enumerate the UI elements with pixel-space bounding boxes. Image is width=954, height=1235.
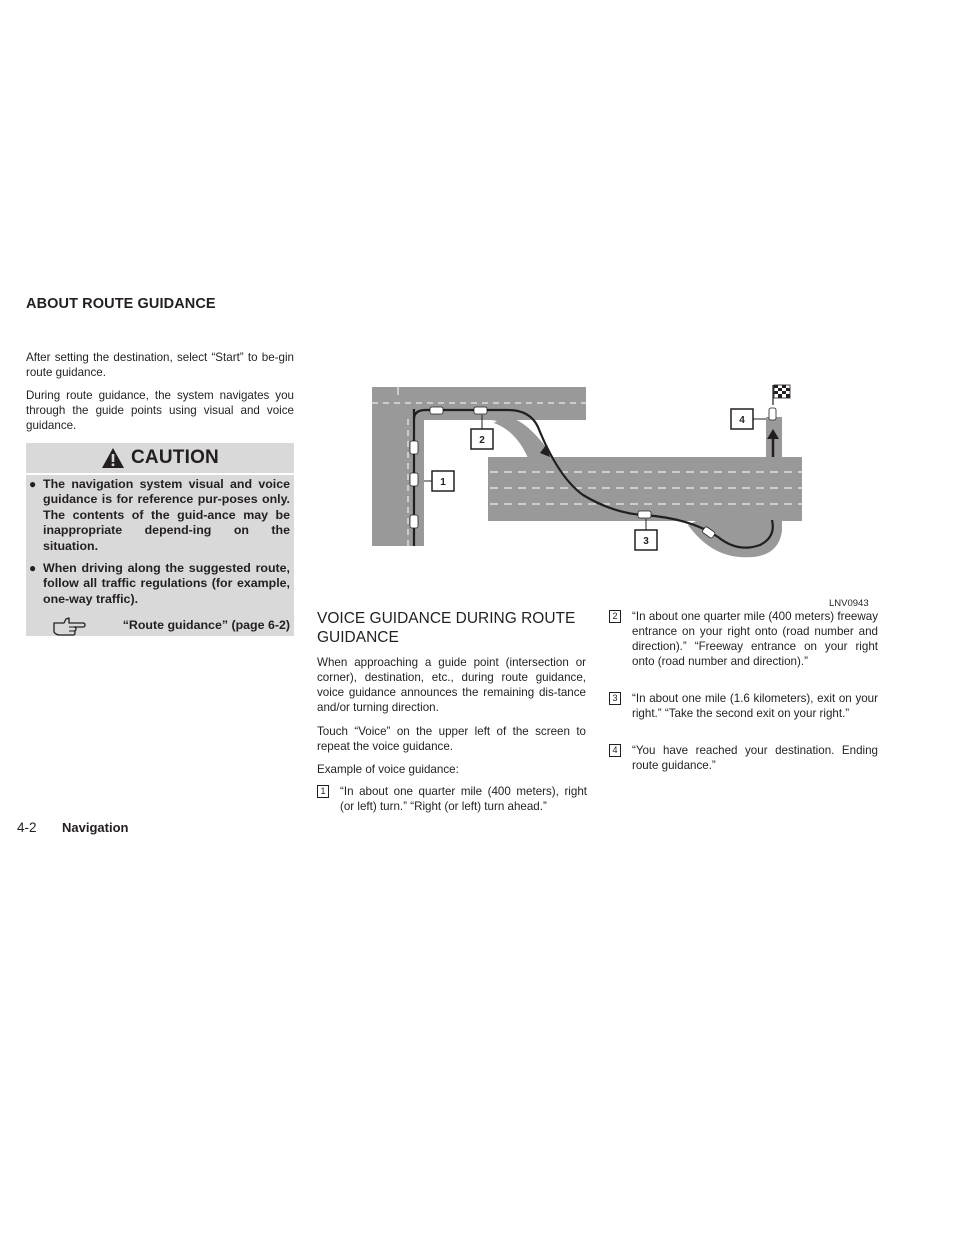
voice-paragraph-2: Touch “Voice” on the upper left of the screen to repeat the voice guidance. bbox=[317, 725, 586, 753]
caution-item-text: The navigation system visual and voice guidance is for reference pur-poses only. The contents of the guid-ance may be inappropriate depend-ing on the situation. bbox=[43, 477, 290, 553]
car-icon bbox=[474, 407, 487, 414]
example-text: “In about one mile (1.6 kilometers), exit on your right.” “Take the second exit on your right.” bbox=[632, 692, 878, 720]
marker-3-label: 3 bbox=[643, 536, 649, 547]
caution-item bbox=[29, 561, 290, 607]
voice-example-4 bbox=[609, 743, 878, 775]
voice-paragraph-1: When approaching a guide point (intersection or corner), destination, etc., during route guidance, voice guidance announces the remaining dis-tance and/or turning direction. bbox=[317, 656, 586, 714]
figure-code: LNV0943 bbox=[829, 598, 869, 609]
bullet: ● bbox=[29, 561, 37, 575]
car-icon bbox=[769, 408, 776, 420]
car-icon bbox=[410, 441, 418, 454]
pointing-hand-icon bbox=[52, 615, 86, 637]
footer-section-name: Navigation bbox=[62, 820, 129, 835]
example-number-box: 1 bbox=[317, 785, 329, 798]
caution-item-text: When driving along the suggested route, follow all traffic regulations (for example, one-way traffic). bbox=[43, 561, 290, 606]
caution-item bbox=[29, 477, 290, 554]
marker-2 bbox=[471, 415, 493, 449]
marker-4 bbox=[731, 409, 766, 429]
page-number: 4-2 bbox=[17, 820, 37, 835]
example-text: “In about one quarter mile (400 meters), right (or left) turn.” “Right (or left) turn ahead.” bbox=[340, 785, 587, 813]
example-text: “You have reached your destination. Ending route guidance.” bbox=[632, 744, 878, 772]
example-number-box: 4 bbox=[609, 744, 621, 757]
example-number-box: 3 bbox=[609, 692, 621, 705]
car-icon bbox=[410, 515, 418, 528]
checkered-flag-icon bbox=[773, 385, 790, 405]
marker-3 bbox=[635, 519, 657, 550]
voice-example-3 bbox=[609, 691, 878, 737]
caution-title: CAUTION bbox=[131, 447, 219, 468]
voice-example-2 bbox=[609, 609, 878, 685]
marker-1 bbox=[424, 471, 454, 491]
section-title: ABOUT ROUTE GUIDANCE bbox=[26, 296, 216, 312]
example-text: “In about one quarter mile (400 meters) freeway entrance on your right onto (road number and direction).” “Freeway entrance on your right onto (road number and direction).” bbox=[632, 610, 878, 668]
intro-paragraph-1: After setting the destination, select “Start” to be-gin route guidance. bbox=[26, 351, 294, 379]
route-guidance-reference: “Route guidance” (page 6-2) bbox=[122, 618, 290, 632]
voice-example-1 bbox=[317, 784, 587, 816]
intro-paragraph-2: During route guidance, the system navigates you through the guide points using visual and voice guidance. bbox=[26, 389, 294, 432]
bullet: ● bbox=[29, 477, 37, 491]
marker-1-label: 1 bbox=[440, 477, 446, 488]
warning-triangle-icon bbox=[101, 447, 125, 469]
car-icon bbox=[430, 407, 443, 414]
marker-2-label: 2 bbox=[479, 435, 485, 446]
marker-4-label: 4 bbox=[739, 415, 745, 426]
route-guidance-diagram bbox=[368, 365, 808, 565]
car-icon bbox=[638, 511, 651, 518]
caution-box bbox=[26, 443, 294, 636]
caution-header bbox=[26, 443, 294, 475]
example-number-box: 2 bbox=[609, 610, 621, 623]
car-icon bbox=[410, 473, 418, 486]
reference-row bbox=[52, 615, 290, 639]
voice-paragraph-3: Example of voice guidance: bbox=[317, 763, 459, 776]
voice-guidance-heading: VOICE GUIDANCE DURING ROUTE GUIDANCE bbox=[317, 610, 576, 646]
